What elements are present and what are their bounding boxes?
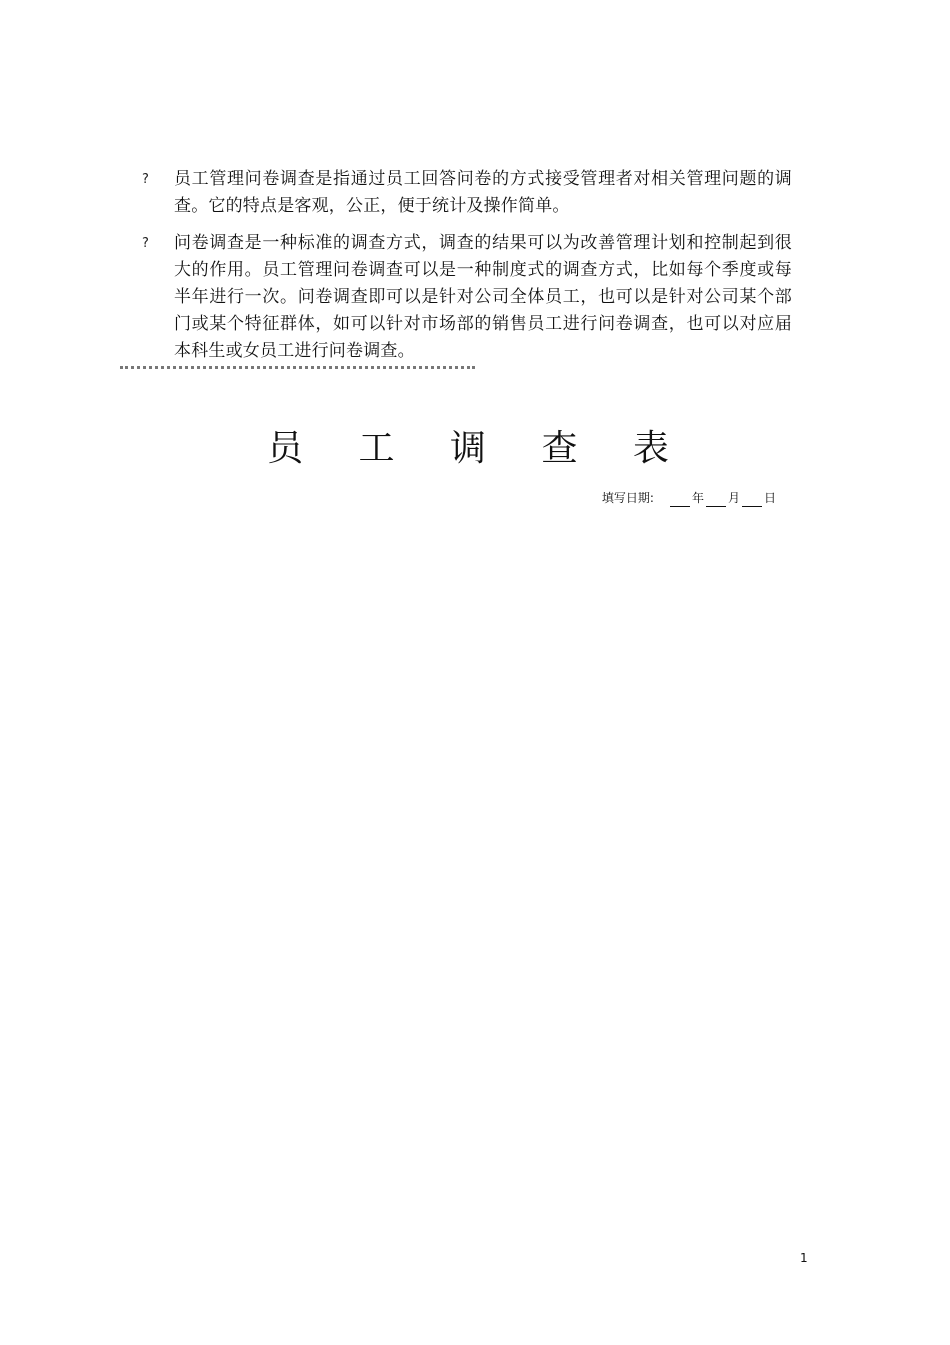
bullet-marker: ?: [142, 236, 149, 251]
intro-bullet-list: [142, 166, 792, 375]
fill-date-line: [602, 489, 776, 507]
day-blank: [742, 492, 762, 507]
intro-bullet-item: [142, 166, 792, 220]
bullet-text: 问卷调查是一种标准的调查方式，调查的结果可以为改善管理计划和控制起到很大的作用。员工管理问卷调查可以是一种制度式的调查方式，比如每个季度或每半年进行一次。问卷调查即可以是针对公司全体员工，也可以是针对公司某个部门或某个特征群体，如可以针对市场部的销售员工进行问卷调查，也可以对应届本科生或女员工进行问卷调查。: [174, 233, 792, 361]
month-blank: [706, 492, 726, 507]
month-unit: 月: [727, 491, 740, 505]
year-unit: 年: [691, 491, 704, 505]
bullet-text: 员工管理问卷调查是指通过员工回答问卷的方式接受管理者对相关管理问题的调查。它的特点是客观，公正，便于统计及操作简单。: [174, 169, 792, 216]
document-title: 员 工 调 查 表: [267, 428, 691, 469]
bullet-marker: ?: [142, 172, 149, 187]
dotted-divider: [120, 366, 475, 369]
year-blank: [670, 492, 690, 507]
day-unit: 日: [763, 491, 776, 505]
fill-date-label: 填写日期:: [601, 491, 654, 505]
page-number: 1: [800, 1251, 808, 1265]
intro-bullet-item: [142, 230, 792, 365]
